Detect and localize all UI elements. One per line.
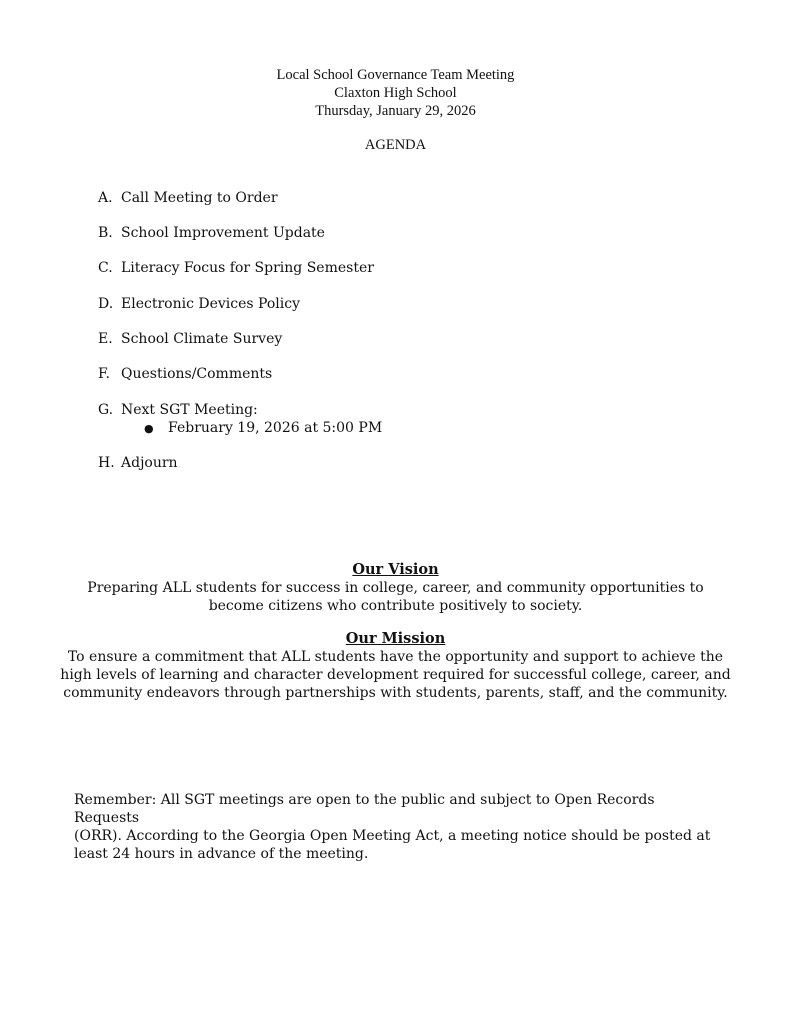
agenda-item-text: Call Meeting to Order <box>121 190 278 206</box>
agenda-item-text: Questions/Comments <box>121 366 273 382</box>
header-title: Local School Governance Team Meeting <box>276 67 515 83</box>
agenda-item-text: Electronic Devices Policy <box>121 296 300 312</box>
agenda-item-text: School Improvement Update <box>121 225 325 241</box>
agenda-item-text: Adjourn <box>121 455 178 471</box>
agenda-item-g <box>98 402 258 418</box>
agenda-item-letter: C. <box>98 260 113 276</box>
agenda-item-c <box>98 260 374 276</box>
agenda-item-text: Literacy Focus for Spring Semester <box>121 260 374 276</box>
vision-text-line: Preparing ALL students for success in college, career, and community opportunities to <box>87 580 704 596</box>
vision-text-line: become citizens who contribute positively to society. <box>208 598 583 614</box>
mission-text-line: community endeavors through partnerships with students, parents, staff, and the community. <box>63 685 728 701</box>
agenda-item-f <box>98 366 272 382</box>
mission-heading: Our Mission <box>345 630 446 647</box>
agenda-item-letter: E. <box>98 331 113 347</box>
reminder-line: Remember: All SGT meetings are open to the public and subject to Open Records Requests <box>74 792 655 826</box>
agenda-item-letter: A. <box>98 190 113 206</box>
reminder-line: (ORR). According to the Georgia Open Meeting Act, a meeting notice should be posted at <box>74 828 711 844</box>
agenda-title: AGENDA <box>364 137 427 153</box>
agenda-item-letter: H. <box>98 455 115 471</box>
next-meeting-date: February 19, 2026 at 5:00 PM <box>168 420 383 436</box>
agenda-item-h <box>98 455 178 471</box>
agenda-item-letter: F. <box>98 366 110 382</box>
bullet-icon: ● <box>144 422 154 435</box>
agenda-item-a <box>98 190 278 206</box>
agenda-item-e <box>98 331 282 347</box>
next-meeting-detail <box>144 420 382 436</box>
vision-section <box>0 561 791 615</box>
reminder-line: least 24 hours in advance of the meeting. <box>74 846 369 862</box>
mission-text-line: To ensure a commitment that ALL students have the opportunity and support to achieve the <box>67 649 724 665</box>
agenda-item-letter: B. <box>98 225 113 241</box>
agenda-item-text: Next SGT Meeting: <box>121 402 258 418</box>
header-school: Claxton High School <box>334 85 457 101</box>
header-date: Thursday, January 29, 2026 <box>315 103 476 119</box>
agenda-item-letter: D. <box>98 296 114 312</box>
vision-heading: Our Vision <box>352 561 439 578</box>
mission-text-line: high levels of learning and character development required for successful college, career, and <box>60 667 731 683</box>
agenda-item-d <box>98 296 300 312</box>
agenda-item-letter: G. <box>98 402 114 418</box>
agenda-item-text: School Climate Survey <box>121 331 283 347</box>
mission-section <box>0 630 791 702</box>
agenda-item-b <box>98 225 325 241</box>
reminder-note <box>74 791 714 863</box>
meeting-header <box>0 66 791 120</box>
